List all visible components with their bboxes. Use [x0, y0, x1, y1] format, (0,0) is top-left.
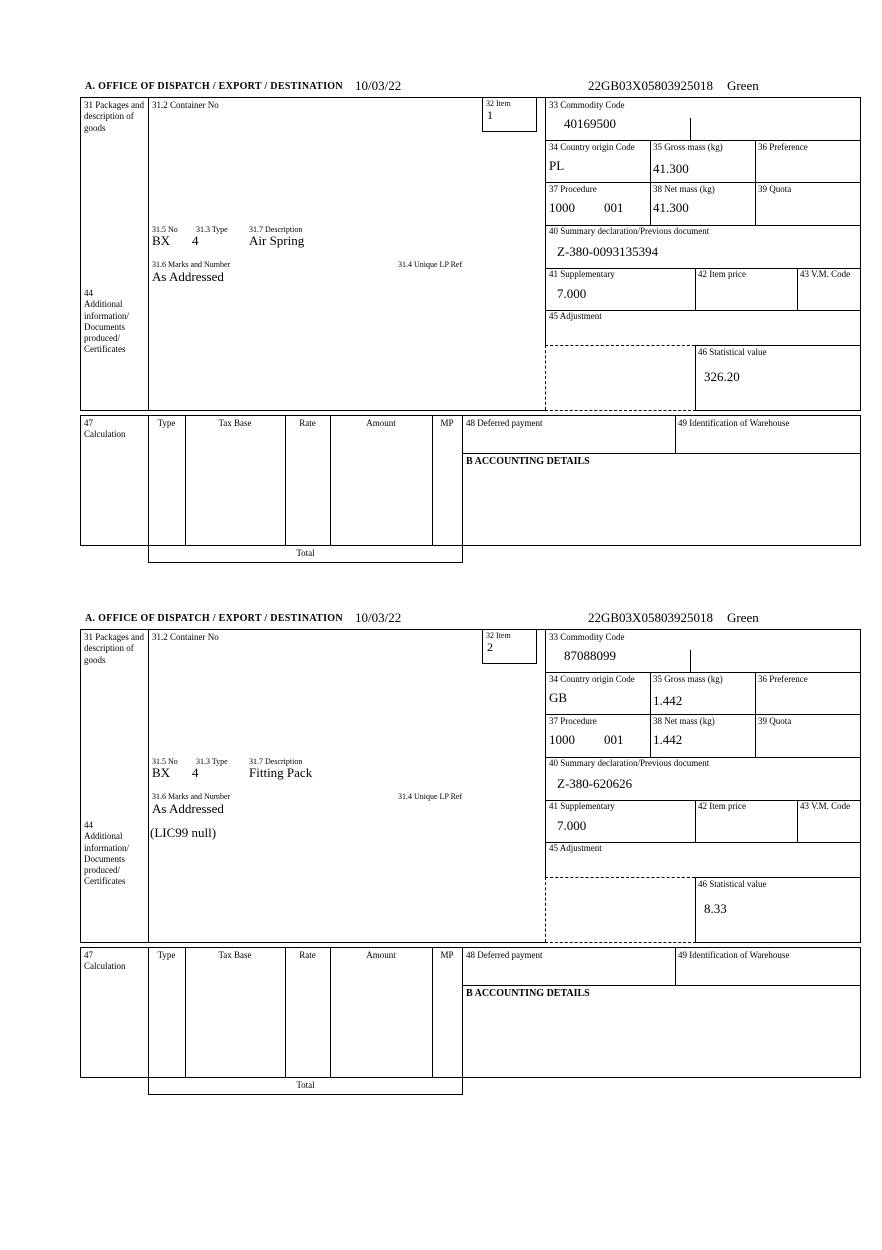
divider-line	[755, 140, 756, 182]
total-label: Total	[296, 548, 315, 558]
divider-line	[650, 182, 651, 225]
additional-information-label	[84, 820, 146, 888]
routing-status: Green	[726, 610, 759, 625]
marks-number-label: 31.6 Marks and Number	[152, 792, 231, 801]
divider-line	[675, 415, 676, 453]
adjustment-label: 45 Adjustment	[549, 843, 602, 853]
divider-line	[797, 268, 798, 310]
packages-type-label: 31.3 Type	[196, 757, 228, 766]
net-mass-label: 38 Net mass (kg)	[653, 184, 715, 194]
summary-declaration-value: Z-380-620626	[557, 776, 633, 791]
divider-line	[148, 947, 149, 1078]
divider-line	[695, 800, 696, 842]
accounting-details-label: B ACCOUNTING DETAILS	[466, 456, 590, 467]
packages-type-value: 4	[192, 233, 199, 248]
preference-label: 36 Preference	[758, 674, 808, 684]
divider-line	[650, 140, 651, 182]
calculation-label	[84, 418, 146, 441]
dashed-divider-line	[545, 877, 695, 878]
dashed-column-divider	[545, 345, 546, 410]
divider-line	[755, 182, 756, 225]
packages-description-label: 31 Packages and description of goods	[84, 632, 144, 665]
marks-number-value: As Addressed	[152, 269, 224, 284]
left-column-divider	[148, 629, 149, 942]
divider-line	[545, 140, 861, 141]
declaration-date: 10/03/22	[355, 610, 402, 625]
divider-line	[285, 947, 286, 1078]
right-column-divider	[545, 629, 546, 877]
unique-lp-ref-label: 31.4 Unique LP Ref	[398, 260, 463, 269]
divider-line	[695, 268, 696, 310]
dashed-bottom-border	[545, 410, 696, 411]
commodity-code-value: 40169500	[564, 116, 616, 131]
quota-label: 39 Quota	[758, 716, 792, 726]
calc-mp-header: MP	[440, 950, 454, 960]
routing-status: Green	[726, 78, 759, 93]
divider-line	[462, 985, 861, 986]
marks-number-label: 31.6 Marks and Number	[152, 260, 231, 269]
calculation-box-outline	[80, 947, 861, 1078]
box44-text: Additional information/ Documents produced/ Certificates	[84, 831, 129, 887]
preference-label: 36 Preference	[758, 142, 808, 152]
box44-number: 44	[84, 820, 93, 830]
item-price-label: 42 Item price	[698, 801, 746, 811]
item-label: 32 Item	[486, 99, 511, 108]
supplementary-value: 7.000	[557, 818, 587, 833]
packages-no-label: 31.5 No	[152, 757, 178, 766]
adjustment-label: 45 Adjustment	[549, 311, 602, 321]
divider-line	[675, 947, 676, 985]
warehouse-id-label: 49 Identification of Warehouse	[678, 418, 790, 428]
additional-information-label	[84, 288, 146, 356]
quota-label: 39 Quota	[758, 184, 792, 194]
deferred-payment-label: 48 Deferred payment	[466, 418, 543, 428]
net-mass-value: 41.300	[653, 200, 689, 215]
box47-text: Calculation	[84, 961, 126, 972]
divider-line	[185, 415, 186, 546]
packages-type-value: 4	[192, 765, 199, 780]
container-no-label: 31.2 Container No	[152, 632, 219, 642]
divider-line	[650, 714, 651, 757]
procedure-value: 1000	[549, 732, 575, 747]
summary-declaration-label: 40 Summary declaration/Previous document	[549, 226, 710, 236]
calculation-label	[84, 950, 146, 973]
procedure-label: 37 Procedure	[549, 184, 597, 194]
additional-information-value: (LIC99 null)	[150, 825, 217, 840]
description-label: 31.7 Description	[249, 757, 303, 766]
office-of-dispatch-label: A. OFFICE OF DISPATCH / EXPORT / DESTINATION	[85, 613, 343, 624]
declaration-item-section-1	[0, 78, 882, 578]
vm-code-label: 43 V.M. Code	[800, 801, 851, 811]
goods-description-value: Fitting Pack	[249, 765, 313, 780]
divider-line	[185, 947, 186, 1078]
commodity-code-separator	[690, 650, 691, 672]
declaration-date: 10/03/22	[355, 78, 402, 93]
goods-description-value: Air Spring	[249, 233, 305, 248]
commodity-code-label: 33 Commodity Code	[549, 632, 625, 642]
divider-line	[545, 672, 861, 673]
item-label: 32 Item	[486, 631, 511, 640]
divider-line	[148, 415, 149, 546]
box44-number: 44	[84, 288, 93, 298]
commodity-code-separator	[690, 118, 691, 140]
commodity-code-label: 33 Commodity Code	[549, 100, 625, 110]
country-origin-value: GB	[549, 690, 568, 705]
declaration-item-section-2	[0, 610, 882, 1110]
gross-mass-value: 1.442	[653, 693, 683, 708]
statistical-value: 8.33	[704, 901, 727, 916]
summary-declaration-value: Z-380-0093135394	[557, 244, 659, 259]
procedure-extra-value: 001	[604, 732, 624, 747]
item-price-label: 42 Item price	[698, 269, 746, 279]
box47-text: Calculation	[84, 429, 126, 440]
divider-line	[432, 947, 433, 1078]
box47-number: 47	[84, 418, 93, 428]
divider-line	[650, 672, 651, 714]
calc-rate-header: Rate	[299, 418, 316, 428]
deferred-payment-label: 48 Deferred payment	[466, 950, 543, 960]
divider-line	[545, 714, 861, 715]
total-label: Total	[296, 1080, 315, 1090]
warehouse-id-label: 49 Identification of Warehouse	[678, 950, 790, 960]
item-number-value: 2	[487, 640, 493, 654]
statistical-value-label: 46 Statistical value	[698, 879, 767, 889]
office-of-dispatch-label: A. OFFICE OF DISPATCH / EXPORT / DESTINATION	[85, 81, 343, 92]
declaration-reference	[588, 610, 759, 626]
divider-line	[545, 182, 861, 183]
declaration-reference	[588, 78, 759, 94]
divider-line	[462, 453, 861, 454]
supplementary-value: 7.000	[557, 286, 587, 301]
procedure-extra-value: 001	[604, 200, 624, 215]
divider-line	[330, 947, 331, 1078]
calc-amount-header: Amount	[366, 950, 396, 960]
left-column-divider	[148, 97, 149, 410]
unique-lp-ref-label: 31.4 Unique LP Ref	[398, 792, 463, 801]
box47-number: 47	[84, 950, 93, 960]
dashed-column-divider	[545, 877, 546, 942]
marks-number-value: As Addressed	[152, 801, 224, 816]
description-label: 31.7 Description	[249, 225, 303, 234]
divider-line	[755, 714, 756, 757]
packages-description-label: 31 Packages and description of goods	[84, 100, 144, 133]
statistical-value-label: 46 Statistical value	[698, 347, 767, 357]
calc-tax-base-header: Tax Base	[218, 418, 252, 428]
statistical-value: 326.20	[704, 369, 740, 384]
divider-line	[330, 415, 331, 546]
calc-tax-base-header: Tax Base	[218, 950, 252, 960]
mrn-number: 22GB03X05803925018	[588, 78, 713, 93]
gross-mass-value: 41.300	[653, 161, 689, 176]
net-mass-value: 1.442	[653, 732, 683, 747]
calc-rate-header: Rate	[299, 950, 316, 960]
summary-declaration-label: 40 Summary declaration/Previous document	[549, 758, 710, 768]
calc-mp-header: MP	[440, 418, 454, 428]
divider-line	[462, 947, 463, 1078]
net-mass-label: 38 Net mass (kg)	[653, 716, 715, 726]
gross-mass-label: 35 Gross mass (kg)	[653, 142, 723, 152]
accounting-details-label: B ACCOUNTING DETAILS	[466, 988, 590, 999]
calc-type-header: Type	[157, 950, 176, 960]
dashed-bottom-border	[545, 942, 696, 943]
container-no-label: 31.2 Container No	[152, 100, 219, 110]
packages-no-value: BX	[152, 765, 171, 780]
divider-line	[462, 415, 463, 546]
supplementary-label: 41 Supplementary	[549, 801, 615, 811]
country-origin-label: 34 Country origin Code	[549, 142, 635, 152]
calculation-box-outline	[80, 415, 861, 546]
divider-line	[285, 415, 286, 546]
calc-type-header: Type	[157, 418, 176, 428]
divider-line	[432, 415, 433, 546]
country-origin-label: 34 Country origin Code	[549, 674, 635, 684]
packages-no-label: 31.5 No	[152, 225, 178, 234]
packages-no-value: BX	[152, 233, 171, 248]
supplementary-label: 41 Supplementary	[549, 269, 615, 279]
item-box-bottom-border	[80, 410, 546, 411]
calc-amount-header: Amount	[366, 418, 396, 428]
procedure-value: 1000	[549, 200, 575, 215]
procedure-label: 37 Procedure	[549, 716, 597, 726]
gross-mass-label: 35 Gross mass (kg)	[653, 674, 723, 684]
mrn-number: 22GB03X05803925018	[588, 610, 713, 625]
vm-code-label: 43 V.M. Code	[800, 269, 851, 279]
divider-line	[755, 672, 756, 714]
box44-text: Additional information/ Documents produced/ Certificates	[84, 299, 129, 355]
country-origin-value: PL	[549, 158, 565, 173]
item-number-value: 1	[487, 108, 493, 122]
packages-type-label: 31.3 Type	[196, 225, 228, 234]
right-column-divider	[545, 97, 546, 345]
item-box-bottom-border	[80, 942, 546, 943]
divider-line	[797, 800, 798, 842]
commodity-code-value: 87088099	[564, 648, 616, 663]
dashed-divider-line	[545, 345, 695, 346]
